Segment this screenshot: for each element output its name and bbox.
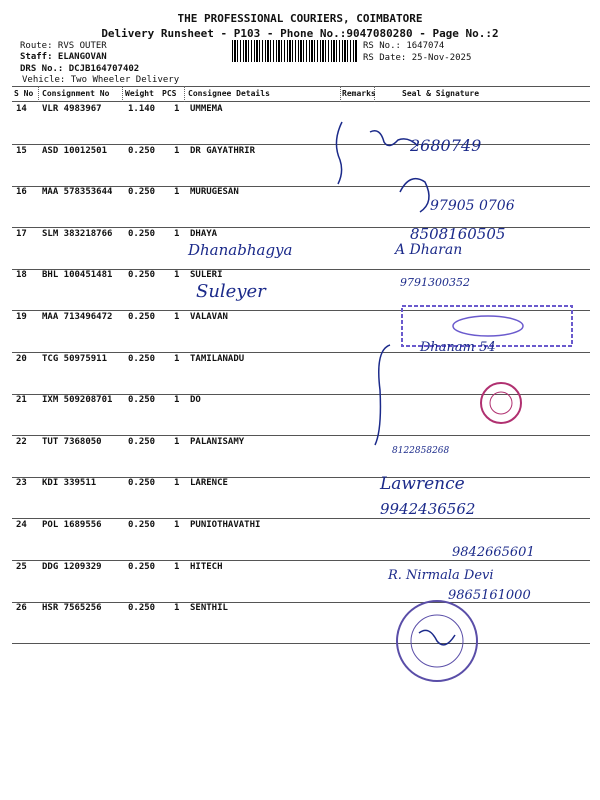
row-sno: 21 xyxy=(16,395,27,405)
handwritten-name-25: R. Nirmala Devi xyxy=(388,568,494,583)
row-consignment-no: BHL 100451481 xyxy=(42,270,113,280)
row-rule xyxy=(12,435,590,436)
handwritten-phone-22: 8122858268 xyxy=(392,446,450,456)
staff-label: Staff: ELANGOVAN xyxy=(20,52,107,62)
row-consignee: HITECH xyxy=(190,562,223,572)
row-consignment-no: SLM 383218766 xyxy=(42,229,113,239)
row-sno: 25 xyxy=(16,562,27,572)
row-consignee: SULERI xyxy=(190,270,223,280)
row-weight: 0.250 xyxy=(128,270,156,280)
company-title: THE PROFESSIONAL COURIERS, COIMBATORE xyxy=(177,12,423,25)
row-pcs: 1 xyxy=(174,478,180,488)
row-sno: 20 xyxy=(16,354,27,364)
row-pcs: 1 xyxy=(174,395,180,405)
col-sno: S No xyxy=(14,89,34,98)
row-consignee: UMMEMA xyxy=(190,104,223,114)
handwritten-name-23: Lawrence xyxy=(380,474,465,494)
row-consignee: SENTHIL xyxy=(190,603,228,613)
row-consignment-no: POL 1689556 xyxy=(42,520,102,530)
row-consignment-no: HSR 7565256 xyxy=(42,603,102,613)
row-weight: 0.250 xyxy=(128,229,156,239)
row-rule xyxy=(12,518,590,519)
col-remarks: Remarks xyxy=(342,89,376,98)
row-consignment-no: MAA 578353644 xyxy=(42,187,113,197)
row-sno: 15 xyxy=(16,146,27,156)
col-separator xyxy=(184,86,185,102)
handwritten-phone-18: 9791300352 xyxy=(400,276,470,289)
row-consignee: VALAVAN xyxy=(190,312,228,322)
col-weight: Weight xyxy=(125,89,154,98)
col-separator xyxy=(38,86,39,102)
row-consignment-no: IXM 509208701 xyxy=(42,395,113,405)
table-header-rule xyxy=(12,101,590,102)
row-sno: 22 xyxy=(16,437,27,447)
row-consignee: TAMILANADU xyxy=(190,354,245,364)
route-label: Route: RVS OUTER xyxy=(20,41,107,51)
rs-number: RS No.: 1647074 xyxy=(363,41,445,51)
company-seal-26 xyxy=(394,598,480,684)
row-consignment-no: TUT 7368050 xyxy=(42,437,102,447)
row-weight: 0.250 xyxy=(128,520,156,530)
handwritten-name-18: Suleyer xyxy=(196,281,266,302)
row-weight: 0.250 xyxy=(128,354,156,364)
row-consignee: DO xyxy=(190,395,201,405)
row-consignee: PALANISAMY xyxy=(190,437,245,447)
row-pcs: 1 xyxy=(174,229,180,239)
row-weight: 0.250 xyxy=(128,312,156,322)
row-consignment-no: DDG 1209329 xyxy=(42,562,102,572)
handwritten-phone-24: 9842665601 xyxy=(452,545,535,560)
row-weight: 0.250 xyxy=(128,437,156,447)
col-consignee: Consignee Details xyxy=(188,89,270,98)
row-pcs: 1 xyxy=(174,187,180,197)
row-pcs: 1 xyxy=(174,312,180,322)
row-consignee: DHAYA xyxy=(190,229,218,239)
round-stamp-21 xyxy=(478,380,524,426)
row-pcs: 1 xyxy=(174,146,180,156)
row-pcs: 1 xyxy=(174,437,180,447)
handwritten-sign-20: Dhanam 54 xyxy=(420,340,496,355)
row-consignment-no: VLR 4983967 xyxy=(42,104,102,114)
row-consignee: DR GAYATHRIR xyxy=(190,146,256,156)
col-seal-signature: Seal & Signature xyxy=(402,89,480,98)
row-weight: 0.250 xyxy=(128,562,156,572)
vehicle-label: Vehicle: Two Wheeler Delivery xyxy=(22,75,180,85)
row-sno: 23 xyxy=(16,478,27,488)
col-separator xyxy=(122,86,123,102)
row-consignment-no: ASD 10012501 xyxy=(42,146,108,156)
row-sno: 14 xyxy=(16,104,27,114)
handwritten-phone-17: 8508160505 xyxy=(410,225,506,243)
row-consignee: LARENCE xyxy=(190,478,228,488)
row-weight: 0.250 xyxy=(128,603,156,613)
row-weight: 1.140 xyxy=(128,104,156,114)
row-sno: 26 xyxy=(16,603,27,613)
handwritten-phone-15: 2680749 xyxy=(410,136,482,155)
row-weight: 0.250 xyxy=(128,146,156,156)
handwritten-sign-17: A Dharan xyxy=(395,242,463,258)
row-sno: 17 xyxy=(16,229,27,239)
row-pcs: 1 xyxy=(174,603,180,613)
col-separator xyxy=(340,86,341,102)
row-sno: 16 xyxy=(16,187,27,197)
row-pcs: 1 xyxy=(174,270,180,280)
row-consignment-no: KDI 339511 xyxy=(42,478,97,488)
drs-number: DRS No.: DCJB164707402 xyxy=(20,64,140,74)
table-top-rule xyxy=(12,86,590,87)
col-consignment: Consignment No xyxy=(42,89,110,98)
barcode xyxy=(232,40,358,62)
row-consignee: PUNIOTHAVATHI xyxy=(190,520,261,530)
row-pcs: 1 xyxy=(174,104,180,114)
row-sno: 18 xyxy=(16,270,27,280)
row-sno: 19 xyxy=(16,312,27,322)
col-pcs: PCS xyxy=(162,89,177,98)
row-consignment-no: MAA 713496472 xyxy=(42,312,113,322)
row-consignee: MURUGESAN xyxy=(190,187,239,197)
row-rule xyxy=(12,643,590,644)
handwritten-phone-25: 9865161000 xyxy=(448,588,531,603)
rs-date: RS Date: 25-Nov-2025 xyxy=(363,53,472,63)
row-consignment-no: TCG 50975911 xyxy=(42,354,108,364)
row-pcs: 1 xyxy=(174,520,180,530)
bracket-mark xyxy=(370,340,400,450)
row-weight: 0.250 xyxy=(128,395,156,405)
row-pcs: 1 xyxy=(174,562,180,572)
runsheet-subtitle: Delivery Runsheet - P103 - Phone No.:9047080280 - Page No.:2 xyxy=(101,27,499,40)
handwritten-name-17: Dhanabhagya xyxy=(188,241,293,259)
handwritten-phone-16: 97905 0706 xyxy=(430,198,515,214)
row-weight: 0.250 xyxy=(128,187,156,197)
row-rule xyxy=(12,560,590,561)
row-rule xyxy=(12,477,590,478)
handwritten-phone-23: 9942436562 xyxy=(380,500,476,518)
row-pcs: 1 xyxy=(174,354,180,364)
row-weight: 0.250 xyxy=(128,478,156,488)
row-sno: 24 xyxy=(16,520,27,530)
